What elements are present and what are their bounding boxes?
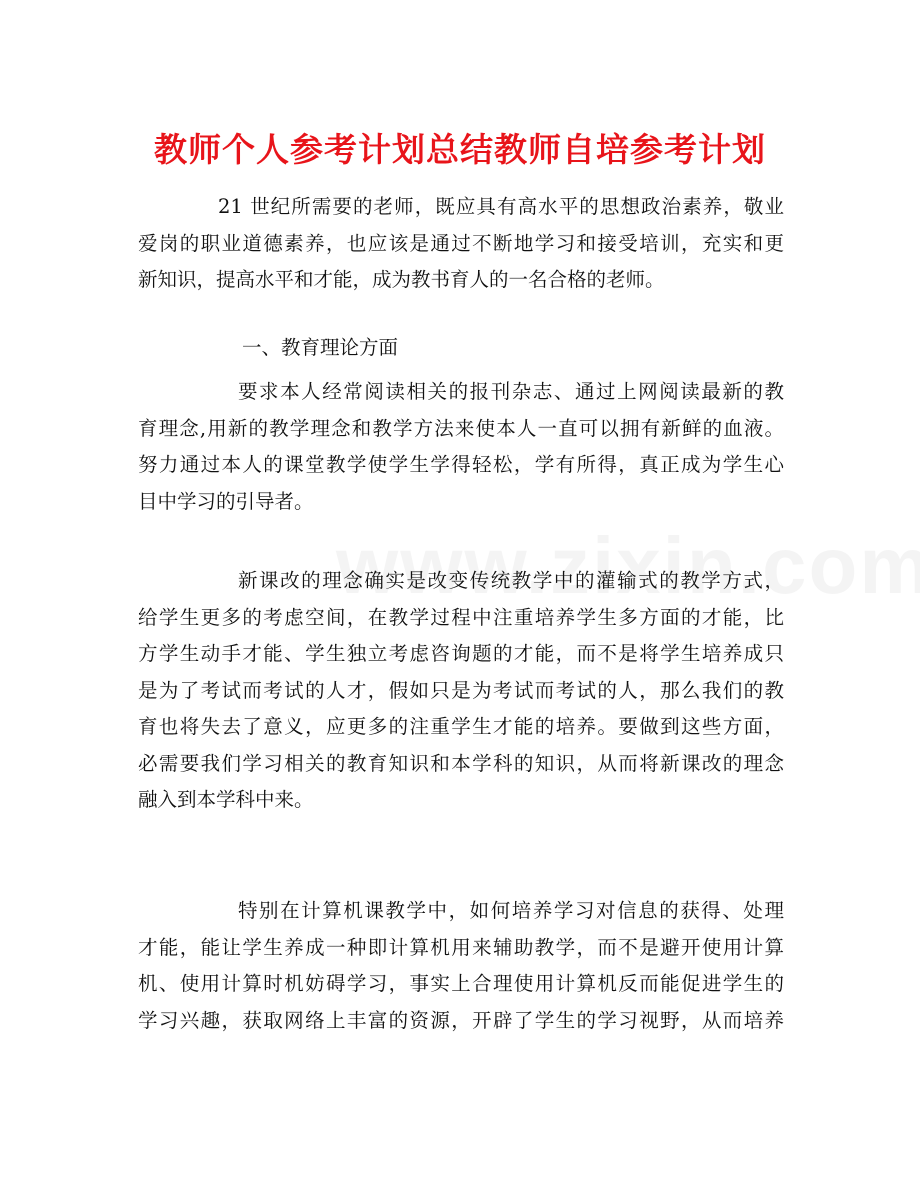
paragraph-line: 方学生动手才能、学生独立考虑咨询题的才能，而不是将学生培养成只 — [138, 642, 784, 665]
paragraph-computer-teaching — [138, 893, 784, 1039]
paragraph-line: 是为了考试而考试的人才，假如只是为考试而考试的人，那么我们的教 — [138, 678, 784, 702]
paragraph-line: 新知识，提高水平和才能，成为教书育人的一名合格的老师。 — [138, 268, 665, 291]
paragraph-line: 育也将失去了意义，应更多的注重学生才能的培养。要做到这些方面， — [138, 715, 784, 738]
paragraph-line: 要求本人经常阅读相关的报刊杂志、通过上网阅读最新的教 — [238, 380, 784, 403]
section-heading: 一、教育理论方面 — [242, 336, 399, 359]
paragraph-line: 新课改的理念确实是改变传统教学中的灌输式的教学方式， — [238, 569, 784, 592]
paragraph-line: 必需要我们学习相关的教育知识和本学科的知识，从而将新课改的理念 — [138, 751, 784, 775]
paragraph-line: 目中学习的引导者。 — [138, 489, 314, 513]
paragraph-line: 努力通过本人的课堂教学使学生学得轻松，学有所得，真正成为学生心 — [138, 453, 784, 476]
paragraph-line: 育理念,用新的教学理念和教学方法来使本人一直可以拥有新鲜的血液。 — [138, 416, 784, 440]
paragraph-line: 爱岗的职业道德素养，也应该是通过不断地学习和接受培训，充实和更 — [138, 231, 784, 255]
paragraph-line: 融入到本学科中来。 — [138, 788, 314, 811]
document-title: 教师个人参考计划总结教师自培参考计划 — [154, 130, 766, 169]
paragraph-line: 学习兴趣，获取网络上丰富的资源，开辟了学生的学习视野，从而培养 — [138, 1008, 784, 1032]
paragraph-line: 给学生更多的考虑空间，在教学过程中注重培养学生多方面的才能，比 — [138, 605, 784, 629]
paragraph-line: 特别在计算机课教学中，如何培养学习对信息的获得、处理 — [238, 899, 784, 922]
paragraph-line: 21 世纪所需要的老师，既应具有高水平的思想政治素养，敬业 — [218, 195, 784, 218]
paragraph-theory — [138, 374, 784, 520]
paragraph-new-curriculum — [138, 563, 784, 819]
paragraph-line: 才能，能让学生养成一种即计算机用来辅助教学，而不是避开使用计算 — [138, 935, 784, 959]
paragraph-line: 机、使用计算时机妨碍学习，事实上合理使用计算机反而能促进学生的 — [138, 972, 784, 995]
paragraph-intro — [138, 189, 784, 299]
